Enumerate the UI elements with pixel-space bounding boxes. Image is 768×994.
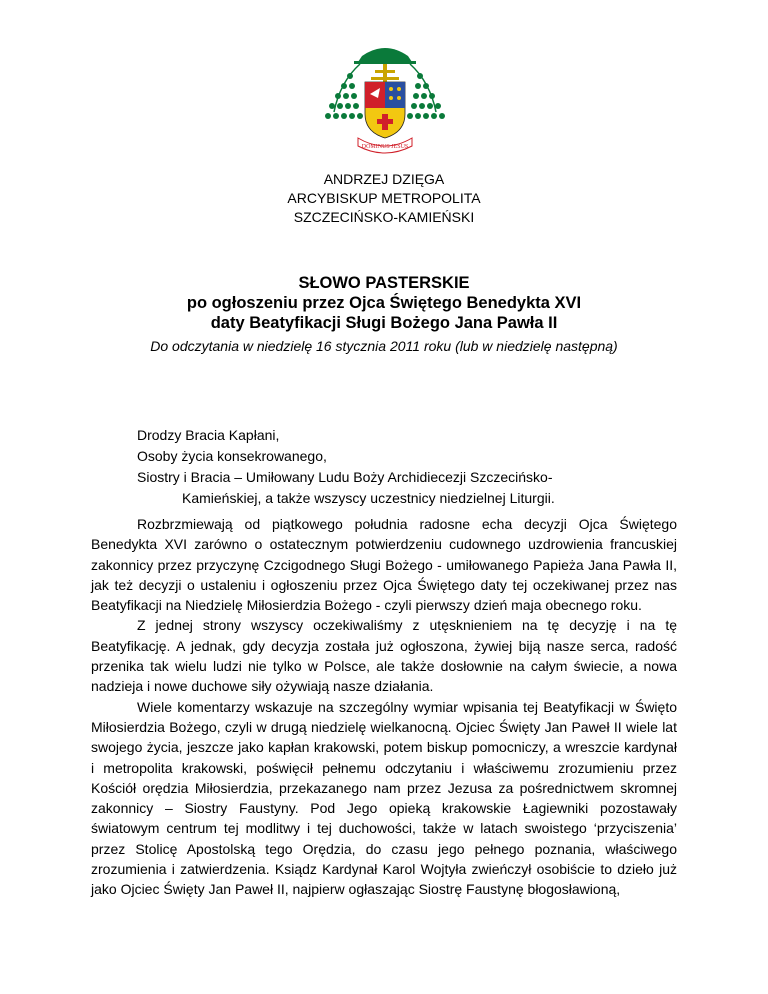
document-subtitle-line-2: daty Beatyfikacji Sługi Bożego Jana Pawła II [210,314,558,332]
body-paragraph: Wiele komentarzy wskazuje na szczególny wymiar wpisania tej Beatyfikacji w Święto Miłosierdzia Bożego, czyli w drugą niedzielę wielkanocną. Ojciec Święty Jan Paweł II wiele lat swojego życia, jeszcze jako kapłan krakowski, potem biskup pomocniczy, a wreszcie kardynał i metropolita krakowski, poświęcił pełnemu odczytaniu i właściwemu zrozumieniu przez Kościół orędzia Miłosierdzia, przekazanego nam przez Jezusa za pośrednictwem skromnej zakonnicy – Siostry Faustyny. Pod Jego opieką krakowskie Łagiewniki pozostawały światowym centrum tej modlitwy i tej duchowości, także w latach swoistego ‘przyciszenia’ przez Stolicę Apostolską tego Orędzia, do czasu jego pełnego poznania, właściwego zrozumienia i zatwierdzenia. Ksiądz Kardynał Karol Wojtyła zwieńczył osobiście to dzieło już jako Ojciec Święty Jan Paweł II, najpierw ogłaszając Siostrę Faustynę błogosławioną, [91,698,677,898]
letter-body [91,514,677,900]
greeting-line: Kamieńskiej, a także wszyscy uczestnicy niedzielnej Liturgii. [182,490,555,506]
greeting [137,425,677,509]
svg-text:DOMINUS JESUS: DOMINUS JESUS [361,144,409,150]
body-paragraph: Z jednej strony wszyscy oczekiwaliśmy z utęsknieniem na tę decyzję i na tę Beatyfikację. A jednak, gdy decyzja została już ogłoszona, żywiej biją nasze serca, radość przenika tak wielu ludzi nie tylko w Polsce, ale także dosłownie na całym świecie, a nowa nadzieja i nowe duchowe siły ożywiają nasze działania. [91,617,677,695]
author-name: ANDRZEJ DZIĘGA [323,171,445,187]
document-title [0,273,768,333]
document-heading: SŁOWO PASTERSKIE [298,274,470,292]
greeting-line: Osoby życia konsekrowanego, [137,448,327,464]
coat-of-arms-icon [320,42,450,157]
author-diocese: SZCZECIŃSKO-KAMIEŃSKI [293,209,475,225]
document-subtitle-line-1: po ogłoszeniu przez Ojca Świętego Benedykta XVI [186,294,582,312]
body-paragraph: Rozbrzmiewają od piątkowego południa radosne echa decyzji Ojca Świętego Benedykta XVI zarówno o ostatecznym potwierdzeniu cudownego uzdrowienia francuskiej zakonnicy przez przyczynę Czcigodnego Sługi Bożego - umiłowanego Papieża Jana Pawła II, jak też decyzji o ustaleniu i ogłoszeniu przez Ojca Świętego daty tej oczekiwanej przez nas Beatyfikacji na Niedzielę Miłosierdzia Bożego - czyli pierwszy dzień maja obecnego roku. [91,516,677,614]
greeting-line: Drodzy Bracia Kapłani, [137,427,280,443]
author-block [0,170,768,227]
author-title: ARCYBISKUP METROPOLITA [287,190,481,206]
greeting-line: Siostry i Bracia – Umiłowany Ludu Boży Archidiecezji Szczecińsko- [137,469,553,485]
reading-note: Do odczytania w niedzielę 16 stycznia 2011 roku (lub w niedzielę następną) [150,338,618,354]
